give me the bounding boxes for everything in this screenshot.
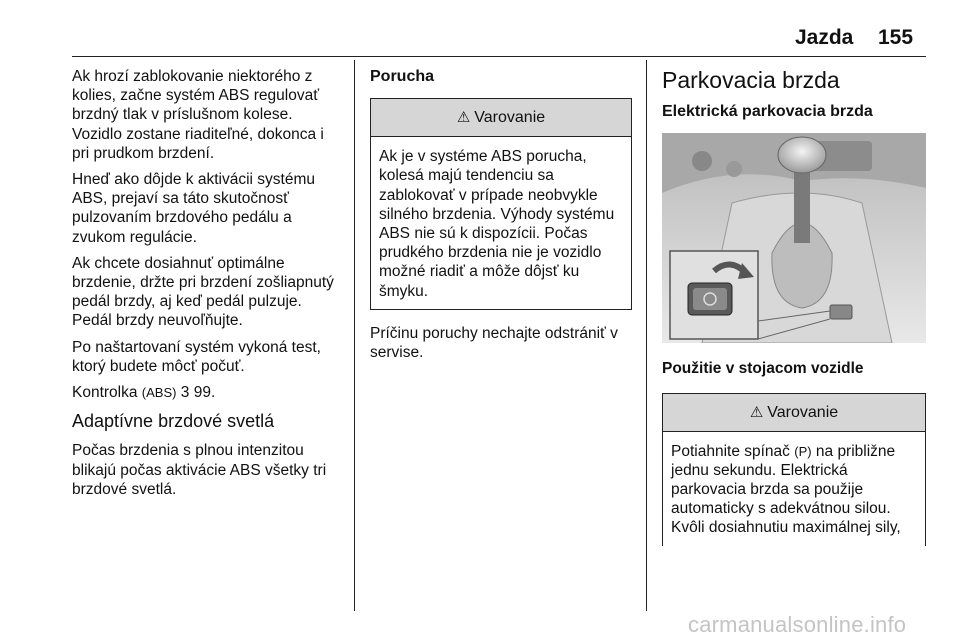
warning-text-rest: na približne jednu sekundu. Elektrická parkovacia brzda sa použije automaticky s adekvátnou silou. Kvôli dosiahnutiu maximálnej sily,: [671, 442, 901, 537]
paragraph: Hneď ako dôjde k aktivácii systému ABS, prejaví sa táto skutočnosť pulzovaním brzdového pedálu a zvukom regulácie.: [72, 171, 315, 246]
parking-brake-photo: [662, 133, 926, 343]
warning-body: [371, 137, 631, 309]
column-divider-2: [646, 60, 647, 611]
warning-title: Varovanie: [767, 403, 839, 421]
watermark: carmanualsonline.info: [688, 612, 907, 637]
paragraph: Po naštartovaní systém vykoná test, ktorý budete môcť počuť.: [72, 338, 321, 375]
column-3: [662, 67, 926, 560]
column-1: [72, 67, 344, 506]
parking-brake-switch-icon: (P): [794, 443, 812, 459]
warning-body: [663, 432, 925, 546]
paragraph: Počas brzdenia s plnou intenzitou blikajú počas aktivácie ABS všetky tri brzdové svetlá.: [72, 442, 327, 498]
paragraph-text: Kontrolka: [72, 384, 138, 402]
section-heading: Adaptívne brzdové svetlá: [72, 411, 275, 432]
chapter-heading: Parkovacia brzda: [662, 67, 840, 93]
header-rule: [72, 56, 926, 57]
section-heading: Použitie v stojacom vozidle: [662, 360, 864, 378]
warning-text: Ak je v systéme ABS porucha, kolesá majú tendenciu sa zablokovať v prípade neobvykle silného brzdenia. Výhody systému ABS nie sú k dispozícii. Počas prudkého brzdenia nie je vozidlo možné riadiť a môže dôjsť ku šmyku.: [379, 148, 615, 300]
warning-header: [663, 394, 925, 432]
warning-triangle-icon: ⚠: [456, 109, 471, 127]
abs-indicator-icon: (ABS): [141, 385, 177, 401]
paragraph: Príčinu poruchy nechajte odstrániť v servise.: [370, 324, 618, 362]
warning-box: [662, 393, 926, 546]
warning-text: [671, 442, 917, 538]
subheading: Elektrická parkovacia brzda: [662, 103, 873, 121]
paragraph: Ak chcete dosiahnuť optimálne brzdenie, držte pri brzdení zošliapnutý pedál brzdy, aj keď pedál pulzuje. Pedál brzdy neuvoľňujte.: [72, 254, 334, 330]
warning-title: Varovanie: [474, 109, 546, 127]
page-ref-arrow-icon: 3: [180, 384, 190, 402]
warning-header: [371, 99, 631, 137]
page-number: 155: [878, 26, 914, 49]
paragraph-indicator-ref: [72, 383, 344, 402]
warning-text-prefix: Potiahnite spínač: [671, 442, 790, 460]
paragraph: Ak hrozí zablokovanie niektorého z kolies, začne systém ABS regulovať brzdný tlak v príslušnom kolese. Vozidlo zostane riaditeľné, dokonca i pri prudkom brzdení.: [72, 68, 324, 162]
warning-triangle-icon: ⚠: [749, 403, 764, 421]
column-divider-1: [354, 60, 355, 611]
column-2: [370, 67, 632, 369]
section-heading: Porucha: [370, 68, 435, 85]
warning-box: [370, 98, 632, 310]
section-title: Jazda: [795, 26, 854, 49]
page-reference: 99.: [193, 384, 216, 402]
